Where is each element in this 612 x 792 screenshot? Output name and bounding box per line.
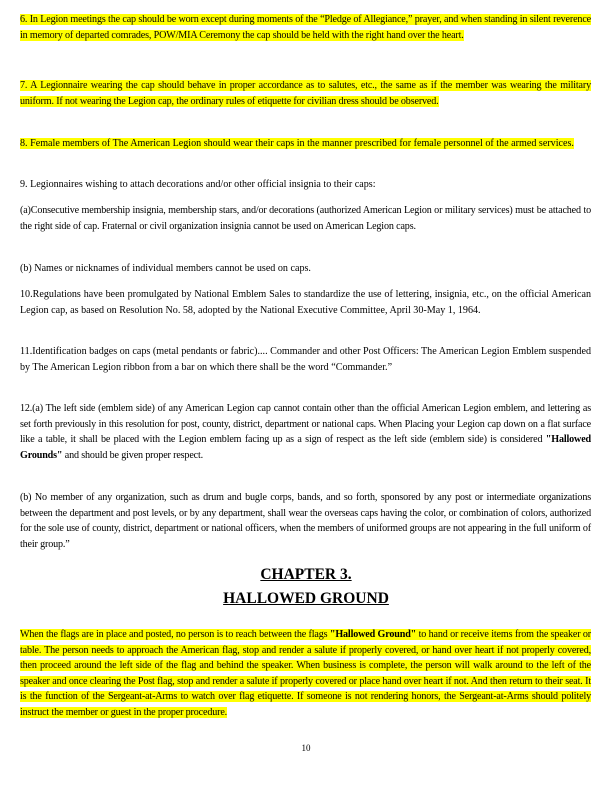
- paragraph-11: 11.Identification badges on caps (metal pendants or fabric).... Commander and other Post Officers: The American Legion Emblem suspended by The American Legion ribbon from a bar on which there shall be the word “Commander.”: [20, 346, 591, 373]
- paragraph-9: 9. Legionnaires wishing to attach decorations and/or other official insignia to their caps:: [20, 179, 376, 190]
- paragraph-12b: (b) No member of any organization, such as drum and bugle corps, bands, and so forth, sponsored by any post or intermediate organizations between the department and post levels, or by any department, shall wear the overseas caps having the color, or combination of colors, authorized for the sole use of county, district, department or national officers, when the members of uniformed groups are not appearing in the full uniform of their group.”: [20, 492, 591, 550]
- paragraph-8-text: 8. Female members of The American Legion should wear their caps in the manner prescribed for female personnel of the armed services.: [20, 138, 574, 149]
- page-number: 10: [301, 743, 311, 753]
- hallowed-ground-text: [20, 629, 591, 718]
- paragraph-9a: (a)Consecutive membership insignia, membership stars, and/or decorations (authorized American Legion or military services) must be attached to the right side of cap. Fraternal or civil organization insignia cannot be used on American Legion caps.: [20, 205, 591, 232]
- paragraph-8: [20, 136, 591, 152]
- hallowed-grounds-term: "Hallowed Grounds": [20, 434, 591, 461]
- paragraph-7-text: 7. A Legionnaire wearing the cap should behave in proper accordance as to salutes, etc., the same as if the member was wearing the military uniform. If not wearing the Legion cap, the ordinary rules of etiquette for civilian dress should be observed.: [20, 80, 591, 107]
- hallowed-ground-text-start: When the flags are in place and posted, no person is to reach between the flags: [20, 629, 330, 640]
- paragraph-12a: [20, 401, 591, 463]
- paragraph-12a-tail: and should be given proper respect.: [62, 449, 204, 461]
- paragraph-6-text: 6. In Legion meetings the cap should be worn except during moments of the “Pledge of Allegiance,” prayer, and when standing in silent reverence in memory of departed comrades, POW/MIA Ceremony the cap should be held with the right hand over the heart.: [20, 14, 591, 41]
- hallowed-ground-paragraph: [20, 627, 591, 721]
- paragraph-6: [20, 12, 591, 43]
- hallowed-ground-text-end: to hand or receive items from the speaker or table. The person needs to approach the American flag, stop and render a salute if properly covered, or hand over heart if not properly covered, then proceed around the left side of the flag and behind the speaker. When business is complete, the person will walk around to the left of the speaker and once clearing the Post flag, stop and render a salute if properly covered or place hand over heart if not. And then return to their seat. It is the function of the Sergeant-at-Arms to watch over flag etiquette. If someone is not rendering honors, the Sergeant-at-Arms should politely instruct the member or guest in the proper procedure.: [20, 629, 592, 718]
- paragraph-10: 10.Regulations have been promulgated by National Emblem Sales to standardize the use of lettering, insignia, etc., on the official American Legion cap, as based on Resolution No. 58, adopted by the National Executive Committee, April 30-May 1, 1964.: [20, 289, 591, 316]
- chapter-title: HALLOWED GROUND: [223, 590, 389, 607]
- chapter-number: CHAPTER 3.: [260, 566, 352, 583]
- hallowed-ground-term: "Hallowed Ground": [329, 629, 417, 640]
- paragraph-9b: (b) Names or nicknames of individual members cannot be used on caps.: [20, 263, 311, 274]
- paragraph-12a-text: 12.(a) The left side (emblem side) of any American Legion cap cannot contain other than the official American Legion emblem, and lettering as set forth previously in this resolution for post, county, district, department or national caps. When Placing your Legion cap down on a flat surface like a table, it shall be placed with the Legion emblem facing up as a sign of respect as the left side (emblem side) is considered: [20, 403, 591, 446]
- paragraph-7: [20, 78, 591, 109]
